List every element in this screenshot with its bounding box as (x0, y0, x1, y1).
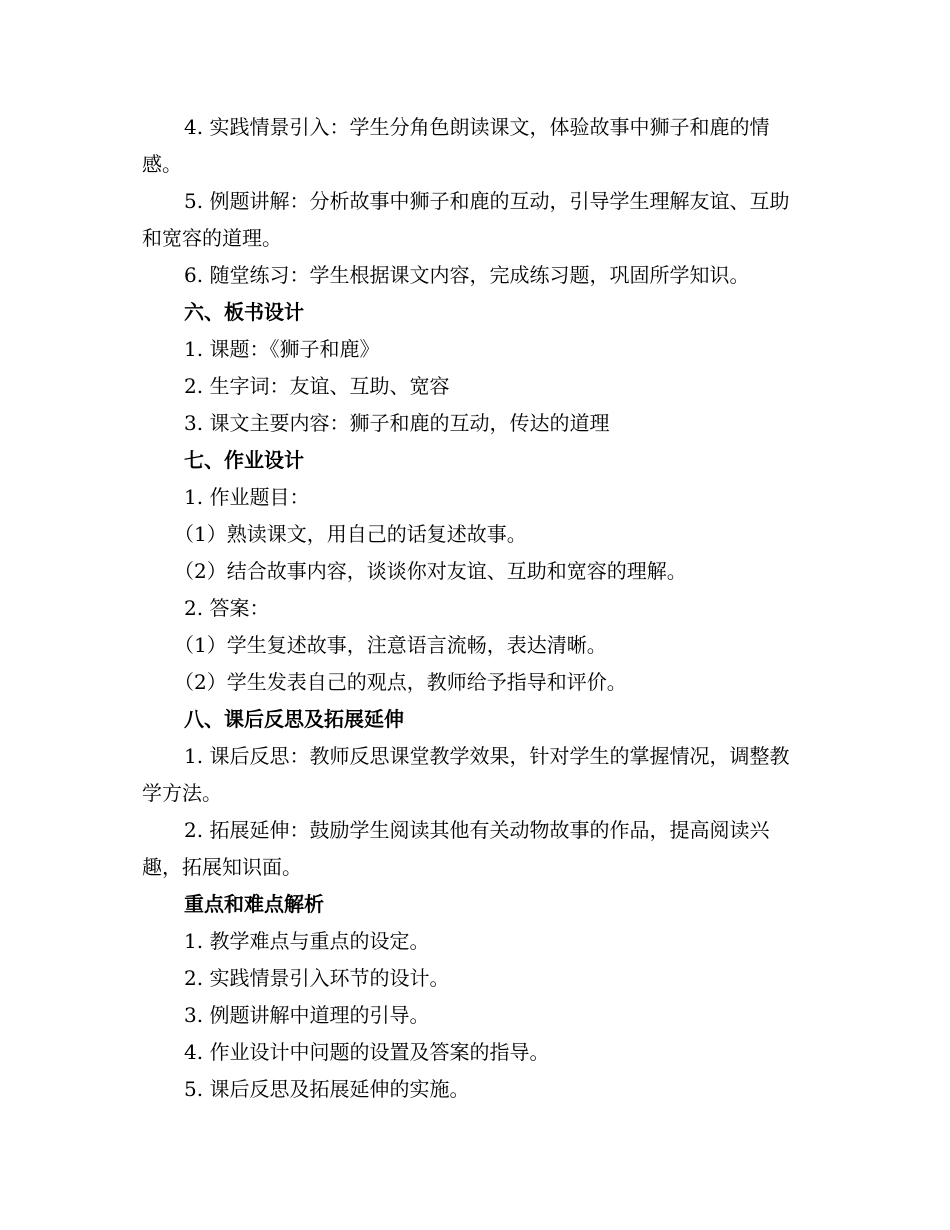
list-subitem: （1）学生复述故事，注意语言流畅，表达清晰。 (174, 633, 607, 657)
heading-homework-design: 七、作业设计 (184, 448, 304, 472)
list-item: 3. 课文主要内容：狮子和鹿的互动，传达的道理 (184, 411, 610, 435)
list-subitem: （2）学生发表自己的观点，教师给予指导和评价。 (174, 670, 627, 694)
document-body (142, 109, 807, 1108)
list-item: 2. 生字词：友谊、互助、宽容 (184, 374, 450, 398)
paragraph-extension: 2. 拓展延伸：鼓励学生阅读其他有关动物故事的作品，提高阅读兴趣，拓展知识面。 (142, 818, 770, 879)
list-item: 5. 课后反思及拓展延伸的实施。 (184, 1077, 470, 1101)
list-item: 1. 课题：《狮子和鹿》 (184, 337, 380, 361)
paragraph-reflection: 1. 课后反思：教师反思课堂教学效果，针对学生的掌握情况，调整教学方法。 (142, 744, 790, 805)
list-subitem: （1）熟读课文，用自己的话复述故事。 (174, 522, 527, 546)
paragraph-practice-intro: 4. 实践情景引入：学生分角色朗读课文，体验故事中狮子和鹿的情感。 (142, 115, 770, 176)
paragraph-classroom-exercise: 6. 随堂练习：学生根据课文内容，完成练习题，巩固所学知识。 (184, 263, 750, 287)
list-item: 2. 实践情景引入环节的设计。 (184, 966, 450, 990)
heading-blackboard-design: 六、板书设计 (184, 300, 304, 324)
list-item: 2. 答案： (184, 596, 270, 620)
list-item: 3. 例题讲解中道理的引导。 (184, 1003, 430, 1027)
list-item: 1. 教学难点与重点的设定。 (184, 929, 430, 953)
heading-key-difficult-points: 重点和难点解析 (184, 892, 324, 916)
paragraph-example-explanation: 5. 例题讲解：分析故事中狮子和鹿的互动，引导学生理解友谊、互助和宽容的道理。 (142, 189, 790, 250)
list-item: 1. 作业题目： (184, 485, 310, 509)
heading-reflection-extension: 八、课后反思及拓展延伸 (184, 707, 404, 731)
list-subitem: （2）结合故事内容，谈谈你对友谊、互助和宽容的理解。 (174, 559, 687, 583)
list-item: 4. 作业设计中问题的设置及答案的指导。 (184, 1040, 550, 1064)
